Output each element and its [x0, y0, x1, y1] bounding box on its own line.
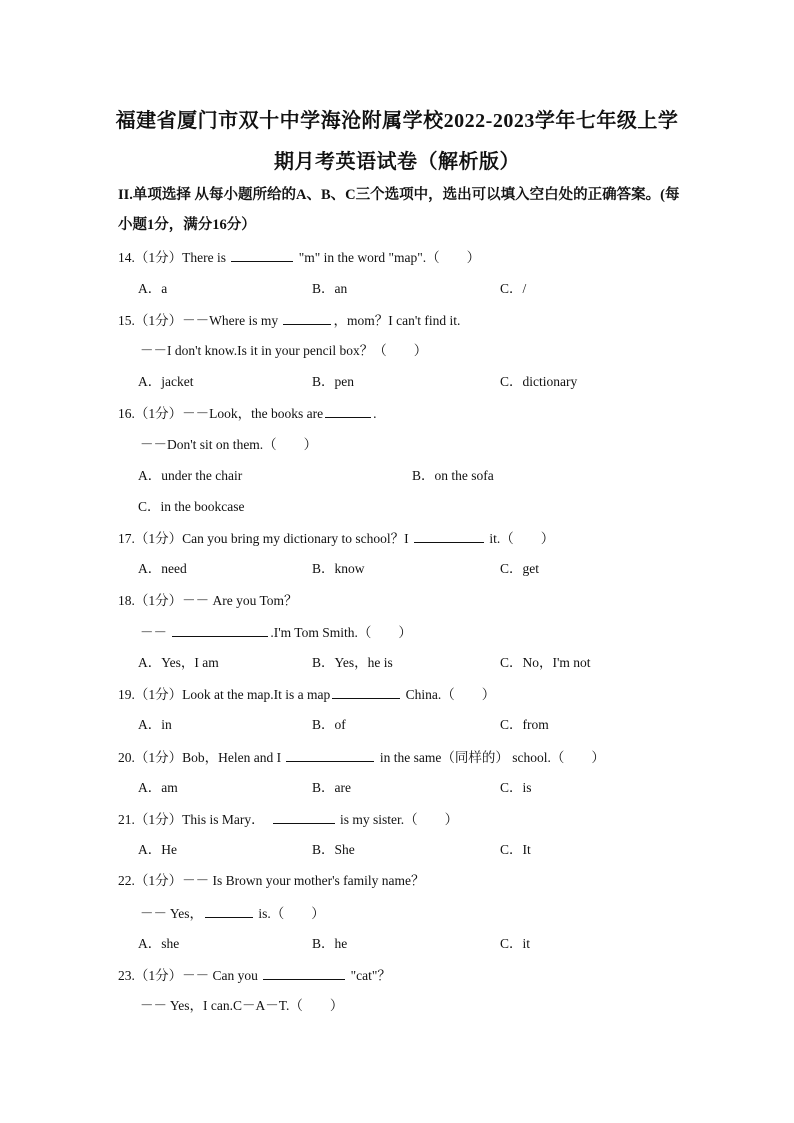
question-text: This is Mary．	[182, 812, 265, 827]
option-c: C．dictionary	[500, 374, 578, 389]
question-text: Can you bring my dictionary to school？I	[182, 531, 412, 546]
question-text: There is	[182, 250, 230, 265]
question-text: "cat"？	[347, 968, 391, 983]
question-17	[118, 528, 554, 548]
option-b: B．pen	[312, 374, 354, 389]
question-20	[118, 747, 605, 767]
question-number: 23.（1分）	[118, 968, 183, 983]
question-text: －－ Can you	[182, 968, 262, 983]
option-a: A．Yes，I am	[138, 655, 219, 670]
option-c: C．/	[500, 281, 527, 296]
question-number: 16.（1分）	[118, 406, 183, 421]
question-text: .	[373, 406, 377, 421]
option-a: A．a	[138, 281, 168, 296]
option-a: A．jacket	[138, 374, 194, 389]
option-b: B．he	[312, 936, 348, 951]
question-text: －－ Is Brown your mother's family name？	[182, 873, 425, 888]
question-text: it.（ ）	[485, 531, 555, 546]
question-text: Bob，Helen and I	[182, 750, 285, 765]
option-c: C．it	[500, 936, 531, 951]
question-text: China.（ ）	[402, 687, 496, 702]
question-text: －－Where is my	[182, 313, 282, 328]
option-c: C．No，I'm not	[500, 655, 591, 670]
question-text: －－Look，the books are	[182, 406, 324, 421]
question-text: .I'm Tom Smith.（ ）	[270, 625, 412, 640]
option-a: A．He	[138, 842, 177, 857]
question-number: 15.（1分）	[118, 313, 183, 328]
answer-blank	[325, 403, 371, 418]
question-number: 14.（1分）	[118, 250, 183, 265]
answer-blank	[283, 310, 331, 325]
question-21	[118, 809, 458, 829]
answer-blank	[286, 747, 374, 762]
option-b: B．of	[312, 717, 346, 732]
option-b: B．Yes，he is	[312, 655, 393, 670]
document-title-line-1: 福建省厦门市双十中学海沧附属学校2022-2023学年七年级上学	[115, 110, 679, 132]
question-18	[118, 591, 298, 611]
question-text: －－	[140, 625, 171, 640]
option-a: A．am	[138, 780, 178, 795]
question-16	[118, 403, 376, 423]
question-number: 19.（1分）	[118, 687, 183, 702]
option-b: B．are	[312, 780, 351, 795]
question-number: 17.（1分）	[118, 531, 183, 546]
question-number: 21.（1分）	[118, 812, 183, 827]
question-text: ，mom？I can't find it.	[333, 313, 461, 328]
option-a: A．under the chair	[138, 468, 243, 483]
option-c: C．get	[500, 561, 539, 576]
option-a: A．need	[138, 561, 187, 576]
question-22-reply	[140, 903, 325, 923]
document-title-line-2: 期月考英语试卷（解析版）	[274, 151, 520, 173]
option-c: C．It	[500, 842, 531, 857]
answer-blank	[414, 528, 484, 543]
question-18-reply	[140, 622, 412, 642]
question-14	[118, 247, 480, 267]
answer-blank	[273, 809, 335, 824]
question-15	[118, 310, 460, 330]
answer-blank	[172, 622, 268, 637]
question-text: is my sister.（ ）	[336, 812, 459, 827]
question-number: 18.（1分）	[118, 593, 183, 608]
option-b: B．She	[312, 842, 355, 857]
question-number: 20.（1分）	[118, 750, 183, 765]
option-a: A．in	[138, 717, 172, 732]
question-19	[118, 684, 495, 704]
question-text: "m" in the word "map".（ ）	[295, 250, 481, 265]
question-22	[118, 871, 425, 891]
option-b: B．on the sofa	[412, 468, 494, 483]
answer-blank	[332, 684, 400, 699]
option-b: B．know	[312, 561, 365, 576]
answer-blank	[263, 965, 345, 980]
option-b: B．an	[312, 281, 348, 296]
question-text: －－ Yes，	[140, 906, 204, 921]
option-c: C．from	[500, 717, 549, 732]
question-text: is.（ ）	[255, 906, 325, 921]
question-text: －－ Are you Tom？	[182, 593, 298, 608]
question-number: 22.（1分）	[118, 873, 183, 888]
option-c: C．in the bookcase	[138, 499, 245, 514]
question-15-reply: －－I don't know.Is it in your pencil box？（ ）	[140, 343, 428, 358]
option-a: A．she	[138, 936, 180, 951]
option-c: C．is	[500, 780, 532, 795]
question-23-reply: －－ Yes，I can.C－A－T.（ ）	[140, 998, 344, 1013]
question-23	[118, 965, 391, 985]
question-16-reply: －－Don't sit on them.（ ）	[140, 437, 318, 452]
question-text: Look at the map.It is a map	[182, 687, 331, 702]
question-text: in the same（同样的） school.（ ）	[376, 750, 605, 765]
answer-blank	[205, 903, 253, 918]
section-instruction: II.单项选择 从每小题所给的A、B、C三个选项中，选出可以填入空白处的正确答案。(每小题1分，满分16分）	[118, 187, 680, 233]
answer-blank	[231, 247, 293, 262]
